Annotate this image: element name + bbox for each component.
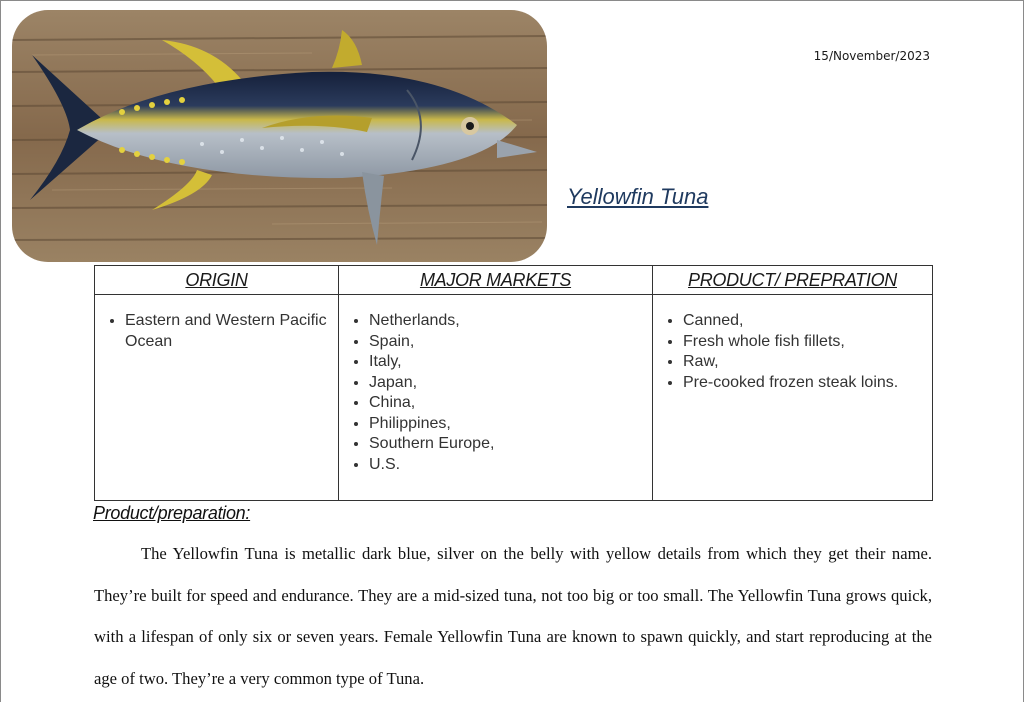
list-item: • Netherlands, bbox=[369, 311, 652, 332]
list-item: • Spain, bbox=[369, 332, 652, 353]
markets-cell bbox=[339, 295, 653, 501]
yellowfin-tuna-photo bbox=[12, 10, 547, 262]
document-date: 15/November/2023 bbox=[813, 49, 930, 63]
origin-cell bbox=[95, 295, 339, 501]
list-item: • Southern Europe, bbox=[369, 434, 652, 455]
list-item: • Philippines, bbox=[369, 414, 652, 435]
markets-header: MAJOR MARKETS bbox=[339, 266, 653, 295]
tuna-illustration bbox=[12, 10, 547, 262]
origin-list bbox=[95, 311, 338, 352]
table-header-row bbox=[95, 266, 933, 295]
products-header: PRODUCT/ PREPRATION bbox=[653, 266, 933, 295]
markets-list bbox=[339, 311, 652, 475]
origin-header: ORIGIN bbox=[95, 266, 339, 295]
list-item: • U.S. bbox=[369, 455, 652, 476]
list-item: • Fresh whole fish fillets, bbox=[683, 332, 910, 353]
document-title: Yellowfin Tuna bbox=[567, 184, 709, 209]
section-heading: Product/preparation: bbox=[93, 503, 251, 523]
list-item: • Italy, bbox=[369, 352, 652, 373]
list-item: • Canned, bbox=[683, 311, 910, 332]
body-paragraph: The Yellowfin Tuna is metallic dark blue, silver on the belly with yellow details from which they get their name. They’re built for speed and endurance. They are a mid-sized tuna, not too big or too small. The Yellowfin Tuna grows quick, with a lifespan of only six or seven years. Female Yellowfin Tuna are known to spawn quickly, and start reproducing at the age of two. They’re a very common type of Tuna. bbox=[94, 544, 932, 688]
list-item: • China, bbox=[369, 393, 652, 414]
table-body-row bbox=[95, 295, 933, 501]
list-item: • Raw, bbox=[683, 352, 910, 373]
list-item: • Eastern and Western Pacific Ocean bbox=[125, 311, 338, 352]
list-item: • Pre-cooked frozen steak loins. bbox=[683, 373, 910, 394]
products-cell bbox=[653, 295, 933, 501]
products-list bbox=[653, 311, 932, 393]
info-table bbox=[94, 265, 933, 501]
list-item: • Japan, bbox=[369, 373, 652, 394]
